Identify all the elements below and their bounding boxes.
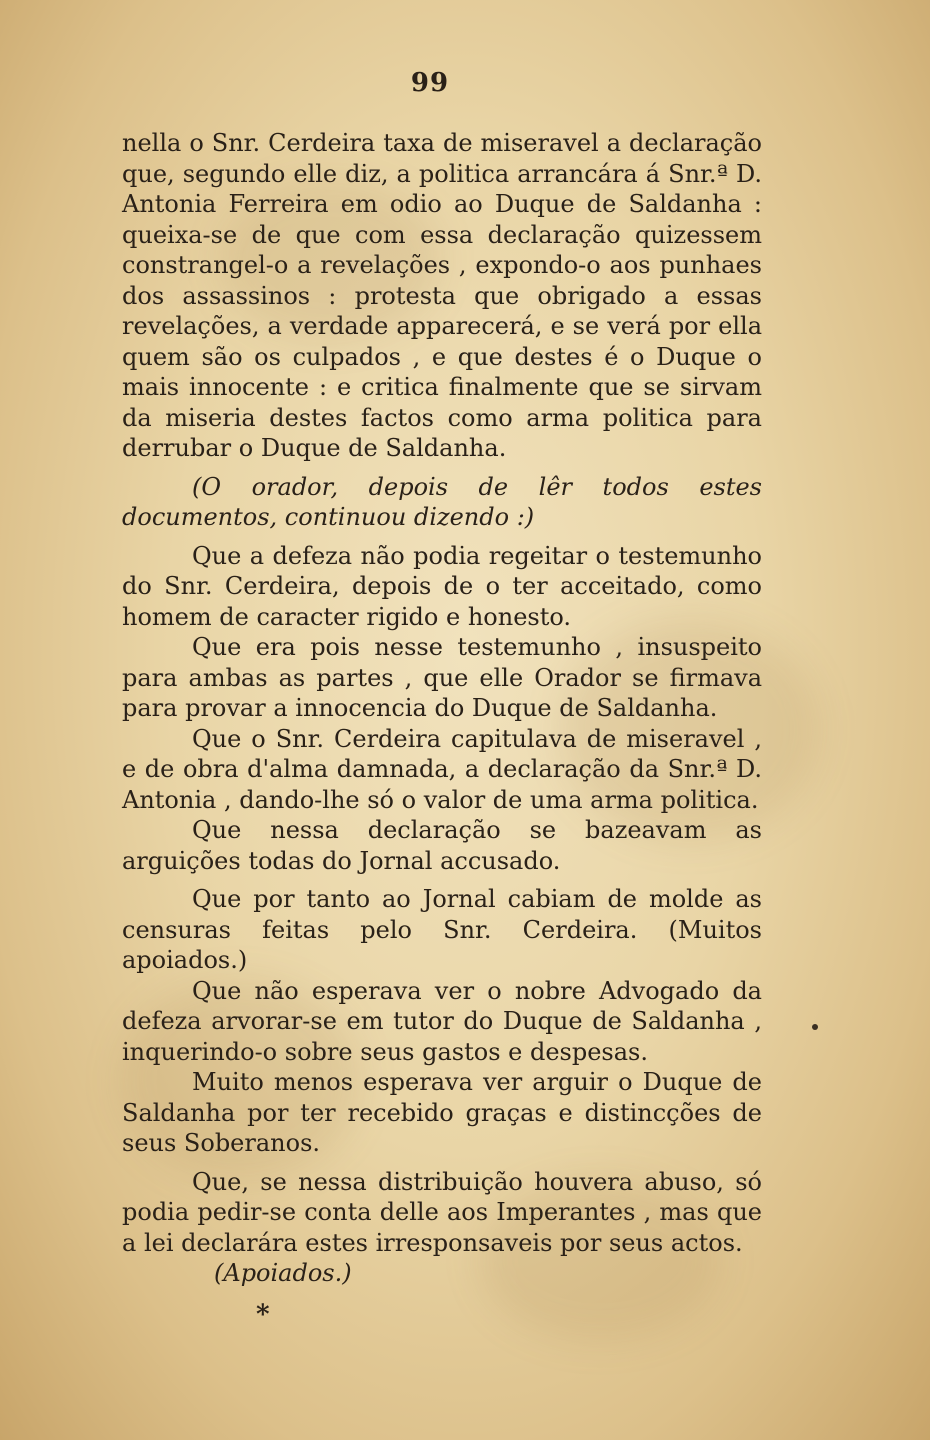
ink-dot: [812, 1024, 818, 1030]
paragraph: Que era pois nesse testemunho , insuspeito para ambas as partes , que elle Orador se firmava para provar a innocencia do Duque de Saldanha.: [122, 633, 762, 722]
paragraph: Que, se nessa distribuição houvera abuso, só podia pedir-se conta delle aos Imperantes , mas que a lei declarára estes irresponsaveis por seus actos.: [122, 1167, 762, 1257]
paragraph: Que não esperava ver o nobre Advogado da defeza arvorar-se em tutor do Duque de Saldanha , inquerindo-o sobre seus gastos e despesas.: [122, 976, 762, 1066]
signature-mark: *: [256, 1300, 270, 1330]
paragraph: Que por tanto ao Jornal cabiam de molde as censuras feitas pelo Snr. Cerdeira. (Muitos apoiados.): [122, 885, 762, 974]
stage-direction: (O orador, depois de lêr todos estes documentos, continuou dizendo :): [122, 472, 762, 531]
paragraph: Muito menos esperava ver arguir o Duque de Saldanha por ter recebido graças e distincções de seus Soberanos.: [122, 1068, 762, 1157]
page-number: 99: [410, 68, 450, 98]
applause-note: (Apoiados.): [214, 1259, 352, 1287]
paragraph: Que a defeza não podia regeitar o testemunho do Snr. Cerdeira, depois de o ter acceitado, como homem de caracter rigido e honesto.: [122, 541, 762, 631]
body-text: [122, 128, 762, 1289]
paragraph: Que o Snr. Cerdeira capitulava de miseravel , e de obra d'alma damnada, a declaração da Snr.ª D. Antonia , dando-lhe só o valor de uma arma politica.: [122, 724, 762, 814]
paragraph: Que nessa declaração se bazeavam as arguições todas do Jornal accusado.: [122, 816, 762, 875]
paragraph: nella o Snr. Cerdeira taxa de miseravel a declaração que, segundo elle diz, a politica arrancára á Snr.ª D. Antonia Ferreira em odio ao Duque de Saldanha : queixa-se de que com essa declaração quizessem constrangel-o a revelações , expondo-o aos punhaes dos assassinos : protesta que obrigado a essas revelações, a verdade apparecerá, e se verá por ella quem são os culpados , e que destes é o Duque o mais innocente : e critica finalmente que se sirvam da miseria destes factos como arma politica para derrubar o Duque de Saldanha.: [122, 129, 762, 462]
